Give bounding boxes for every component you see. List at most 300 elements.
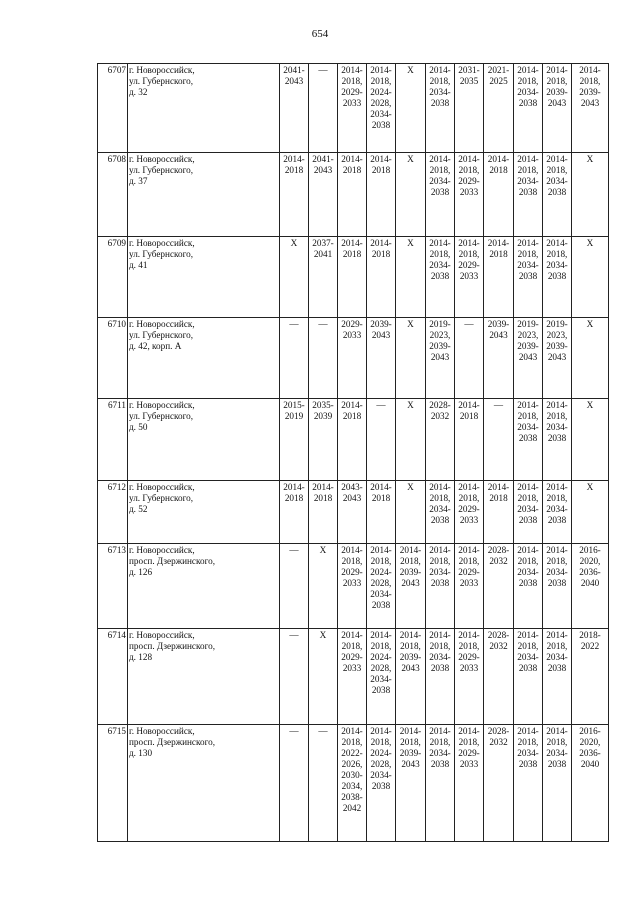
period-line: 2034-	[370, 674, 392, 684]
period-line: 2034-	[429, 504, 451, 514]
period-line: 2018,	[546, 493, 568, 503]
period-line: 2018	[284, 165, 304, 175]
period-line: 2023,	[517, 330, 539, 340]
period-line: 2018,	[517, 641, 539, 651]
period-cell	[338, 544, 367, 629]
period-line: 2029-	[458, 748, 480, 758]
period-line: 2038	[547, 187, 567, 197]
period-line: 2018,	[370, 76, 392, 86]
period-cell	[484, 399, 514, 481]
period-line: 2034-	[370, 770, 392, 780]
period-line: 2043	[401, 578, 420, 588]
period-line: —	[318, 726, 328, 736]
period-line: 2018,	[458, 493, 480, 503]
period-line: 2014-	[429, 482, 451, 492]
period-line: X	[407, 65, 414, 75]
period-line: 2018,	[370, 737, 392, 747]
period-line: 2024-	[370, 87, 392, 97]
period-line: 2029-	[341, 567, 363, 577]
period-cell	[543, 399, 572, 481]
period-line: 2014-	[458, 482, 480, 492]
address-cell	[128, 725, 280, 842]
period-line: 2014-	[517, 65, 539, 75]
period-line: 2043	[401, 663, 420, 673]
address-line: ул. Губернского,	[129, 493, 194, 503]
row-number-cell: 6715	[98, 725, 128, 842]
period-line: 2032	[430, 411, 450, 421]
period-cell	[396, 318, 426, 399]
period-line: 2043	[547, 352, 567, 362]
period-line: 2024-	[370, 652, 392, 662]
period-line: 2018,	[429, 737, 451, 747]
period-line: 2038	[518, 187, 538, 197]
period-cell	[280, 237, 309, 318]
period-cell	[426, 481, 455, 544]
period-line: 2043	[580, 98, 600, 108]
period-line: 2035-	[312, 400, 334, 410]
period-line: 2014-	[341, 726, 363, 736]
period-line: 2039-	[546, 87, 568, 97]
period-line: 2042	[342, 803, 362, 813]
period-line: 2019-	[546, 319, 568, 329]
period-line: 2038	[518, 578, 538, 588]
period-cell	[484, 64, 514, 153]
period-cell	[455, 153, 484, 237]
period-line: 2038	[547, 663, 567, 673]
period-line: 2014-	[487, 482, 510, 492]
period-line: X	[290, 238, 298, 248]
address-line: г. Новороссийск,	[129, 400, 195, 410]
period-cell	[367, 399, 396, 481]
period-line: 2029-	[341, 319, 363, 329]
period-line: 2018,	[517, 737, 539, 747]
period-cell	[514, 399, 543, 481]
period-line: 2014-	[429, 154, 451, 164]
period-line: 2033	[459, 663, 479, 673]
address-line: ул. Губернского,	[129, 330, 194, 340]
period-line: 2034-	[517, 567, 539, 577]
period-line: 2018,	[341, 76, 363, 86]
period-line: 2033	[342, 578, 362, 588]
period-line: 2014-	[487, 238, 510, 248]
address-line: ул. Губернского,	[129, 76, 194, 86]
row-number-cell: 6713	[98, 544, 128, 629]
period-line: 2014-	[370, 238, 392, 248]
period-cell	[572, 237, 609, 318]
table-row	[98, 399, 609, 481]
period-cell	[455, 237, 484, 318]
period-line: 2043	[284, 76, 304, 86]
period-line: X	[586, 482, 594, 492]
period-line: 2038	[518, 663, 538, 673]
period-line: 2014-	[517, 400, 539, 410]
period-line: 2034-	[370, 109, 392, 119]
period-line: 2026,	[341, 759, 363, 769]
period-line: 2018	[342, 165, 362, 175]
period-cell	[338, 725, 367, 842]
period-line: X	[407, 482, 414, 492]
period-line: 2038	[430, 663, 450, 673]
period-line: 2018,	[517, 556, 539, 566]
period-cell	[309, 237, 338, 318]
period-cell	[543, 481, 572, 544]
address-line: д. 42, корп. А	[129, 341, 182, 351]
address-line: д. 32	[129, 87, 148, 97]
period-cell	[280, 64, 309, 153]
address-line: г. Новороссийск,	[129, 238, 195, 248]
period-line: 2043	[371, 330, 391, 340]
period-line: 2038	[547, 515, 567, 525]
period-line: 2038	[430, 515, 450, 525]
period-line: 2033	[459, 759, 479, 769]
period-line: 2014-	[546, 400, 568, 410]
period-cell	[543, 544, 572, 629]
period-line: 2040	[580, 578, 600, 588]
period-cell	[396, 64, 426, 153]
period-line: 2014-	[429, 630, 451, 640]
row-number-cell: 6712	[98, 481, 128, 544]
period-line: 2034-	[517, 87, 539, 97]
period-line: X	[407, 400, 414, 410]
address-line: просп. Дзержинского,	[129, 556, 215, 566]
period-line: 2014-	[370, 726, 392, 736]
period-line: 2018,	[546, 165, 568, 175]
period-line: —	[289, 630, 299, 640]
period-cell	[455, 399, 484, 481]
period-line: 2019	[284, 411, 304, 421]
period-line: 2039	[313, 411, 333, 421]
period-line: 2019-	[429, 319, 451, 329]
period-line: 2018,	[341, 737, 363, 747]
period-cell	[484, 725, 514, 842]
period-line: 2034,	[341, 781, 363, 791]
period-line: 2016-	[579, 545, 601, 555]
address-line: д. 50	[129, 422, 148, 432]
period-line: 2014-	[458, 154, 480, 164]
period-line: 2028,	[370, 98, 392, 108]
period-line: —	[376, 400, 386, 410]
period-cell	[396, 629, 426, 725]
period-line: 2014-	[487, 154, 510, 164]
row-number-cell: 6709	[98, 237, 128, 318]
period-line: X	[319, 630, 327, 640]
period-line: X	[586, 154, 594, 164]
period-line: 2039-	[429, 341, 451, 351]
table-row	[98, 629, 609, 725]
period-line: 2043	[489, 330, 508, 340]
period-cell	[396, 481, 426, 544]
period-line: 2038	[430, 759, 450, 769]
period-line: 2018	[342, 411, 362, 421]
period-line: 2018,	[429, 249, 451, 259]
repair-schedule-table	[97, 63, 609, 842]
period-line: 2039-	[579, 87, 601, 97]
period-cell	[338, 481, 367, 544]
period-line: 2014-	[370, 545, 392, 555]
address-cell	[128, 544, 280, 629]
period-line: 2014-	[458, 400, 480, 410]
period-line: 2015-	[283, 400, 305, 410]
period-cell	[455, 64, 484, 153]
period-line: 2018,	[429, 556, 451, 566]
period-line: 2018-	[579, 630, 601, 640]
period-line: 2023,	[429, 330, 451, 340]
period-cell	[338, 399, 367, 481]
period-cell	[309, 153, 338, 237]
period-line: 2014-	[341, 154, 363, 164]
period-line: 2018,	[458, 737, 480, 747]
row-number-cell: 6707	[98, 64, 128, 153]
period-line: 2034-	[546, 504, 568, 514]
period-line: 2014-	[517, 154, 539, 164]
address-line: просп. Дзержинского,	[129, 641, 215, 651]
period-line: 2038	[518, 759, 538, 769]
period-line: 2038	[547, 271, 567, 281]
period-line: 2034-	[517, 748, 539, 758]
period-line: 2043-	[341, 482, 363, 492]
period-line: 2014-	[458, 726, 480, 736]
period-line: 2016-	[579, 726, 601, 736]
address-line: г. Новороссийск,	[129, 154, 195, 164]
period-line: 2034-	[517, 652, 539, 662]
period-cell	[338, 237, 367, 318]
period-line: 2021-	[487, 65, 510, 75]
period-line: 2018,	[429, 493, 451, 503]
period-line: —	[493, 400, 504, 410]
period-line: 2022-	[341, 748, 363, 758]
period-cell	[455, 318, 484, 399]
period-line: 2018,	[400, 641, 421, 651]
period-cell	[572, 64, 609, 153]
period-line: 2043	[547, 98, 567, 108]
period-line: 2023,	[546, 330, 568, 340]
period-cell	[455, 725, 484, 842]
period-cell	[572, 629, 609, 725]
period-line: 2029-	[458, 567, 480, 577]
period-line: 2018,	[517, 76, 539, 86]
period-line: 2018,	[546, 556, 568, 566]
period-cell	[338, 629, 367, 725]
period-line: 2014-	[546, 630, 568, 640]
period-cell	[514, 481, 543, 544]
period-line: 2038	[371, 600, 391, 610]
period-cell	[280, 153, 309, 237]
period-line: 2014-	[429, 726, 451, 736]
period-line: 2018	[371, 493, 391, 503]
period-cell	[367, 481, 396, 544]
period-line: 2039-	[399, 748, 422, 758]
period-line: 2024-	[370, 748, 392, 758]
period-line: 2037-	[312, 238, 334, 248]
table-row	[98, 237, 609, 318]
period-cell	[338, 153, 367, 237]
period-cell	[367, 64, 396, 153]
period-line: 2034-	[517, 260, 539, 270]
period-cell	[309, 629, 338, 725]
period-line: 2018	[371, 165, 391, 175]
period-line: 2034-	[546, 748, 568, 758]
period-line: 2038	[518, 98, 538, 108]
period-cell	[514, 153, 543, 237]
period-cell	[426, 725, 455, 842]
period-cell	[484, 237, 514, 318]
period-line: 2014-	[312, 482, 334, 492]
period-line: 2014-	[458, 630, 480, 640]
period-line: 2034-	[546, 176, 568, 186]
period-line: 2018,	[458, 249, 480, 259]
period-line: 2018	[284, 493, 304, 503]
period-line: 2040	[580, 759, 600, 769]
period-cell	[514, 629, 543, 725]
period-line: 2018,	[341, 556, 363, 566]
period-line: 2018	[371, 249, 391, 259]
period-cell	[514, 725, 543, 842]
period-cell	[455, 544, 484, 629]
period-cell	[484, 318, 514, 399]
period-cell	[572, 153, 609, 237]
period-line: 2034-	[429, 176, 451, 186]
period-line: 2038	[371, 120, 391, 130]
period-cell	[367, 237, 396, 318]
period-cell	[572, 318, 609, 399]
period-cell	[426, 64, 455, 153]
period-cell	[338, 64, 367, 153]
period-line: 2038	[430, 187, 450, 197]
period-line: 2033	[342, 330, 362, 340]
period-line: 2034-	[546, 652, 568, 662]
period-line: 2014-	[517, 238, 539, 248]
address-line: ул. Губернского,	[129, 249, 194, 259]
period-line: —	[318, 319, 328, 329]
period-cell	[426, 153, 455, 237]
address-line: д. 52	[129, 504, 148, 514]
period-line: 2034-	[546, 422, 568, 432]
period-line: 2043	[401, 759, 420, 769]
period-line: 2033	[459, 515, 479, 525]
period-cell	[572, 481, 609, 544]
period-cell	[280, 399, 309, 481]
period-line: 2014-	[579, 65, 601, 75]
period-line: 2018,	[458, 165, 480, 175]
period-line: 2038-	[341, 792, 363, 802]
period-line: 2041	[313, 249, 333, 259]
period-line: 2039-	[517, 341, 539, 351]
period-cell	[280, 544, 309, 629]
period-cell	[455, 629, 484, 725]
period-line: 2036-	[579, 748, 601, 758]
period-cell	[426, 544, 455, 629]
period-cell	[396, 153, 426, 237]
period-line: 2038	[430, 271, 450, 281]
period-line: 2038	[430, 578, 450, 588]
period-line: 2038	[430, 98, 450, 108]
period-line: 2018	[459, 411, 479, 421]
period-line: —	[289, 545, 299, 555]
period-cell	[543, 237, 572, 318]
period-cell	[309, 725, 338, 842]
period-line: 2014-	[370, 482, 392, 492]
period-line: 2018,	[458, 641, 480, 651]
period-cell	[543, 153, 572, 237]
period-line: 2018,	[517, 165, 539, 175]
period-line: 2018	[489, 249, 508, 259]
period-line: 2028,	[370, 759, 392, 769]
period-line: 2014-	[546, 154, 568, 164]
period-line: 2020,	[579, 737, 601, 747]
period-cell	[309, 399, 338, 481]
period-line: 2014-	[517, 630, 539, 640]
address-line: просп. Дзержинского,	[129, 737, 215, 747]
period-line: 2014-	[341, 630, 363, 640]
period-line: 2043	[430, 352, 450, 362]
period-line: 2038	[518, 271, 538, 281]
period-line: 2014-	[546, 482, 568, 492]
table-row	[98, 544, 609, 629]
period-line: 2032	[489, 556, 508, 566]
table-row	[98, 64, 609, 153]
period-line: 2028-	[487, 630, 510, 640]
period-line: 2014-	[546, 545, 568, 555]
period-line: 2014-	[429, 238, 451, 248]
period-line: 2014-	[341, 65, 363, 75]
period-cell	[280, 725, 309, 842]
period-cell	[572, 725, 609, 842]
period-line: —	[464, 319, 474, 329]
period-cell	[514, 318, 543, 399]
period-line: 2028-	[487, 545, 510, 555]
address-cell	[128, 318, 280, 399]
period-line: 2014-	[546, 238, 568, 248]
period-cell	[543, 725, 572, 842]
period-line: 2018,	[546, 249, 568, 259]
period-cell	[514, 544, 543, 629]
period-line: 2018	[489, 493, 508, 503]
period-cell	[396, 725, 426, 842]
period-line: 2029-	[458, 260, 480, 270]
period-line: 2028-	[487, 726, 510, 736]
period-line: 2034-	[370, 589, 392, 599]
period-line: 2014-	[546, 726, 568, 736]
address-line: г. Новороссийск,	[129, 65, 195, 75]
period-cell	[484, 629, 514, 725]
period-line: 2041-	[283, 65, 305, 75]
address-line: г. Новороссийск,	[129, 545, 195, 555]
period-cell	[426, 629, 455, 725]
period-line: 2018,	[429, 641, 451, 651]
period-line: 2018,	[400, 737, 421, 747]
address-cell	[128, 399, 280, 481]
period-line: 2018,	[341, 641, 363, 651]
period-line: 2014-	[370, 630, 392, 640]
period-line: 2014-	[429, 545, 451, 555]
period-cell	[367, 725, 396, 842]
period-cell	[396, 237, 426, 318]
period-line: 2036-	[579, 567, 601, 577]
period-line: 2022	[580, 641, 600, 651]
table-row	[98, 318, 609, 399]
period-line: 2014-	[341, 238, 363, 248]
period-line: —	[289, 726, 299, 736]
period-cell	[280, 629, 309, 725]
period-line: 2014-	[399, 630, 422, 640]
period-line: 2034-	[429, 652, 451, 662]
period-line: 2018,	[517, 411, 539, 421]
period-line: 2033	[342, 663, 362, 673]
address-line: г. Новороссийск,	[129, 482, 195, 492]
period-cell	[543, 64, 572, 153]
period-line: 2039-	[399, 652, 422, 662]
period-cell	[455, 481, 484, 544]
